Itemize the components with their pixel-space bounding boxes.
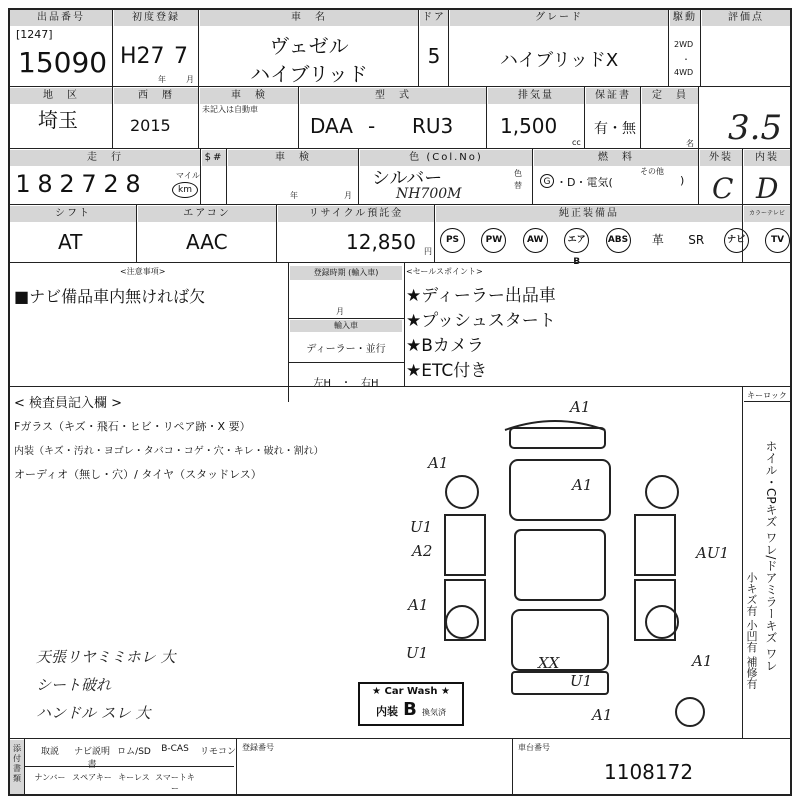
door-count: 5 — [427, 44, 441, 68]
shift-value: AT — [58, 230, 83, 254]
mileage-digit: 8 — [125, 170, 141, 198]
capacity-header: 定 員 — [642, 88, 698, 104]
year-unit: 年 — [158, 75, 166, 84]
interior-grade: D — [756, 172, 779, 205]
spare-wheel — [676, 698, 704, 726]
left-rear-door-outline — [445, 515, 485, 575]
right-rear-door-outline — [635, 515, 675, 575]
equip-airbag: エアB — [564, 228, 589, 253]
inspector-title: < 検査員記入欄 > — [14, 396, 123, 411]
color-header: 色 (Col.No) — [360, 150, 532, 166]
side-note-2: 小キズ有 小凹有 補修有 — [745, 572, 758, 689]
notes-header: <注意事項> — [120, 267, 166, 276]
capacity-unit: 名 — [686, 139, 694, 148]
evaluation-score: 3.5 — [728, 108, 783, 148]
damage-mark: U1 — [406, 644, 429, 662]
recycle-header: リサイクル預託金 — [278, 206, 434, 222]
equip-leather: 革 — [651, 233, 664, 247]
mileage-digit: 2 — [59, 170, 75, 198]
region-header: 地 区 — [10, 88, 112, 104]
displacement-unit: cc — [572, 138, 581, 147]
equipment-header: 純正装備品 — [436, 206, 742, 222]
sales-point: ★ディーラー出品車 — [406, 286, 556, 306]
registration-period-header: 登録時期 (輸入車) — [290, 266, 402, 280]
attachment-item: スマートキー — [155, 773, 195, 793]
color-value: シルバー — [372, 168, 443, 189]
damage-mark: A2 — [412, 542, 433, 560]
sales-point: ★プッシュスタート — [406, 311, 556, 331]
grade-value: ハイブリッドX — [499, 50, 619, 71]
chassis-header: 車台番号 — [518, 743, 550, 752]
evaluation-header: 評価点 — [702, 10, 790, 26]
dealer-parallel: ディーラー・並行 — [306, 344, 386, 355]
sec-header: $# — [202, 150, 226, 166]
attachment-item: ナビ説明書 — [73, 747, 110, 770]
car-name-line1: ヴェゼル — [269, 34, 349, 58]
year-value: 2015 — [130, 116, 171, 135]
shaken-year-unit: 年 — [290, 191, 298, 200]
handle-side: 左H ・ 右H — [313, 378, 379, 389]
door-header: ドア — [420, 10, 448, 26]
damage-mark: U1 — [410, 518, 433, 536]
shift-header: シフト — [10, 206, 136, 222]
damage-mark: AU1 — [696, 544, 730, 562]
lot-number-header: 出品番号 — [10, 10, 112, 26]
car-wash-grade: B — [403, 699, 417, 720]
interior-header: 内装 — [744, 150, 790, 166]
left-rear-wheel — [446, 476, 478, 508]
drive-dot: ・ — [682, 55, 690, 64]
month-unit: 月 — [186, 75, 194, 84]
drive-header: 駆動 — [670, 10, 700, 26]
attachment-item: 取説 — [40, 747, 59, 757]
grade-header: グレード — [450, 10, 668, 26]
displacement-value: 1,500 — [500, 114, 558, 138]
attachment-item: スペアキー — [72, 773, 112, 782]
damage-mark: XX — [538, 654, 560, 672]
attachments-row-2 — [30, 772, 240, 794]
lot-number-small: [1247] — [16, 28, 53, 41]
drive-4wd: 4WD — [674, 68, 694, 77]
car-wash-interior-label: 内装 — [376, 705, 399, 718]
equip-sunroof: SR — [688, 233, 705, 247]
lot-number: 15090 — [18, 46, 108, 79]
damage-mark: A1 — [692, 652, 713, 670]
front-bumper-outline — [512, 672, 608, 694]
car-wash-stamp — [358, 682, 464, 726]
import-header: 輸入車 — [290, 320, 402, 332]
year-header: 西 暦 — [114, 88, 198, 104]
rear-bumper-outline — [510, 428, 605, 448]
exterior-grade: C — [712, 172, 734, 205]
car-name-header: 車 名 — [200, 10, 418, 26]
sales-point: ★ETC付き — [406, 361, 488, 381]
mileage-digit: 1 — [15, 170, 31, 198]
equip-ps: PS — [440, 228, 465, 253]
windshield-outline — [512, 610, 608, 670]
color-number: NH700M — [396, 186, 462, 202]
damage-mark: A1 — [408, 596, 429, 614]
attachment-item: キーレス — [118, 773, 150, 782]
sales-points — [406, 284, 556, 384]
warranty-value: 有・無 — [594, 121, 636, 137]
shaken-note: 未記入は自動車 — [202, 105, 258, 114]
mileage-digit: 8 — [37, 170, 53, 198]
fuel-options: ・D・電気( — [556, 176, 613, 189]
equip-aw: AW — [523, 228, 548, 253]
handwritten-note-1: 天張リヤミミホレ 大 — [36, 648, 176, 666]
color-tv-header: カラーテレビ — [744, 206, 790, 222]
registration-era: H27 — [120, 44, 165, 69]
recycle-unit: 円 — [424, 247, 432, 256]
right-rear-wheel — [646, 476, 678, 508]
model-value: RU3 — [412, 114, 454, 138]
left-front-wheel — [446, 606, 478, 638]
note-line-1: ■ナビ備品車内無ければ欠 — [14, 287, 206, 306]
keylock-header: キーロック — [744, 390, 790, 402]
fuel-other: その他 — [640, 167, 664, 176]
right-front-wheel — [646, 606, 678, 638]
damage-mark: U1 — [570, 672, 593, 690]
roof-outline — [515, 530, 605, 600]
fuel-header: 燃 料 — [534, 150, 698, 166]
mileage-header: 走 行 — [10, 150, 200, 166]
inspector-line-3: オーディオ（無し・穴）/ タイヤ（スタッドレス） — [14, 468, 262, 481]
aircon-value: AAC — [186, 230, 228, 254]
mile-unit: マイル — [176, 171, 200, 180]
attachments-header: 添付書類 — [10, 740, 24, 794]
inspector-line-2: 内装（キズ・汚れ・ヨゴレ・タバコ・コゲ・穴・キレ・破れ・割れ） — [14, 446, 324, 457]
model-dash: - — [368, 114, 376, 138]
attachment-item: ロム/SD — [117, 747, 151, 757]
handwritten-note-3: ハンドル スレ 大 — [36, 704, 151, 722]
reg-month-label: 月 — [336, 307, 344, 316]
inspector-line-1: Fガラス（キズ・飛石・ヒビ・リペア跡・X 要） — [14, 420, 251, 433]
damage-mark: A1 — [572, 476, 593, 494]
fuel-close: ) — [680, 174, 685, 187]
equip-tv: TV — [765, 228, 790, 253]
color-change-header: 色替 — [514, 169, 522, 190]
aircon-header: エアコン — [138, 206, 276, 222]
displacement-header: 排気量 — [488, 88, 584, 104]
damage-mark: A1 — [592, 706, 613, 724]
damage-mark: A1 — [428, 454, 449, 472]
region-value: 埼玉 — [38, 108, 78, 132]
mileage-digit: 7 — [81, 170, 97, 198]
damage-mark: A1 — [570, 398, 591, 416]
drive-2wd: 2WD — [674, 40, 694, 49]
attachment-item: ナンバー — [34, 773, 66, 782]
shaken-month-unit: 月 — [344, 191, 352, 200]
registration-number-header: 登録番号 — [242, 743, 274, 752]
exterior-header: 外装 — [700, 150, 742, 166]
equipment-list — [440, 228, 790, 267]
shaken2-header: 車 検 — [228, 150, 358, 166]
equip-navi: ナビ — [724, 228, 749, 253]
mileage-digits — [12, 170, 144, 198]
side-note-1: ホイル・CPキズ ワレ/ドアミラーキズ ワレ — [764, 440, 778, 672]
recycle-value: 12,850 — [346, 230, 416, 254]
attachment-item: リモコン — [199, 747, 236, 757]
shaken-header: 車 検 — [200, 88, 298, 104]
chassis-number: 1108172 — [604, 760, 694, 784]
model-header: 型 式 — [300, 88, 486, 104]
model-prefix: DAA — [310, 114, 353, 138]
right-front-door-outline — [635, 580, 675, 640]
equip-pw: PW — [481, 228, 506, 253]
rear-window-outline — [510, 460, 610, 520]
car-damage-diagram — [400, 390, 750, 730]
km-unit: km — [172, 182, 198, 198]
attachment-item: B-CAS — [161, 744, 189, 754]
first-registration-header: 初度登録 — [114, 10, 198, 26]
warranty-header: 保証書 — [586, 88, 640, 104]
equip-abs: ABS — [606, 228, 631, 253]
car-name-line2: ハイブリッド — [250, 62, 368, 86]
car-wash-note: 換気済 — [421, 708, 446, 717]
sales-point: ★Bカメラ — [406, 336, 484, 356]
mileage-digit: 2 — [103, 170, 119, 198]
fuel-gasoline-circled: G — [540, 174, 554, 188]
handwritten-note-2: シート破れ — [36, 676, 112, 694]
car-wash-title: ★ Car Wash ★ — [372, 686, 450, 697]
registration-month: 7 — [174, 44, 188, 69]
sales-points-header: <セールスポイント> — [406, 267, 483, 276]
